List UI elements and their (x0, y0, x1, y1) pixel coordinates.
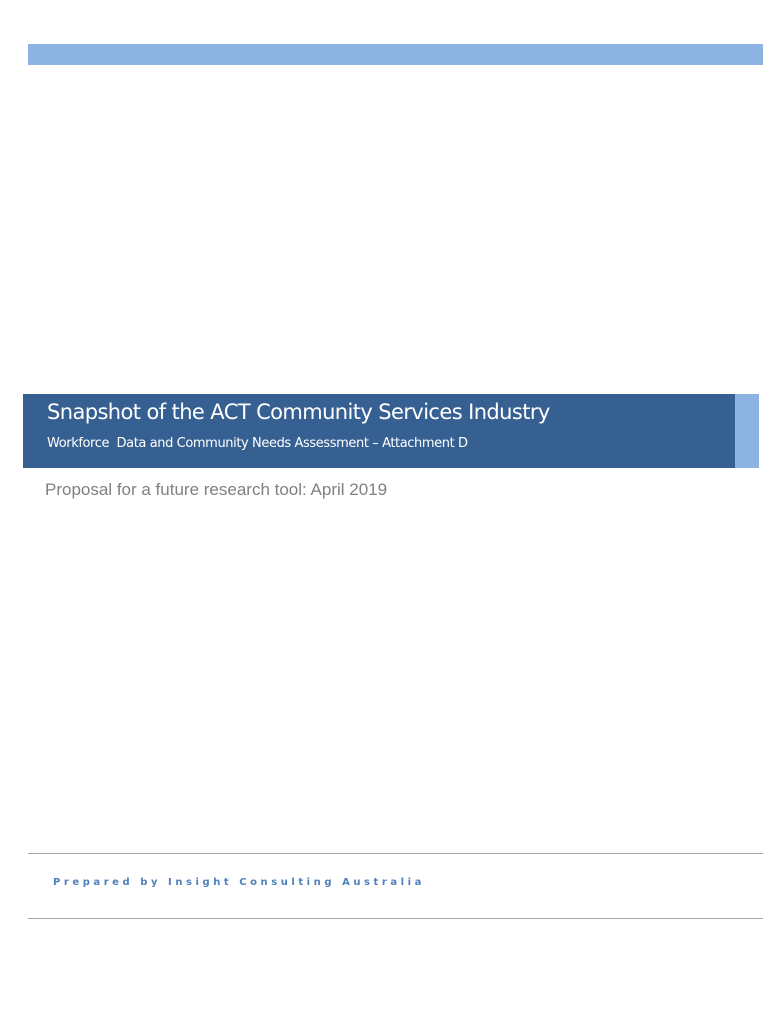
document-subtitle: Workforce Data and Community Needs Assessment – Attachment D (47, 436, 468, 451)
document-title: Snapshot of the ACT Community Services Industry (47, 400, 550, 424)
title-accent-bar (735, 394, 759, 468)
footer-divider-top (28, 853, 763, 854)
proposal-date-line: Proposal for a future research tool: April 2019 (45, 480, 388, 499)
title-block (23, 394, 735, 468)
prepared-by-credit: Prepared by Insight Consulting Australia (53, 877, 425, 888)
header-color-band (28, 44, 763, 65)
footer-divider-bottom (28, 918, 763, 919)
